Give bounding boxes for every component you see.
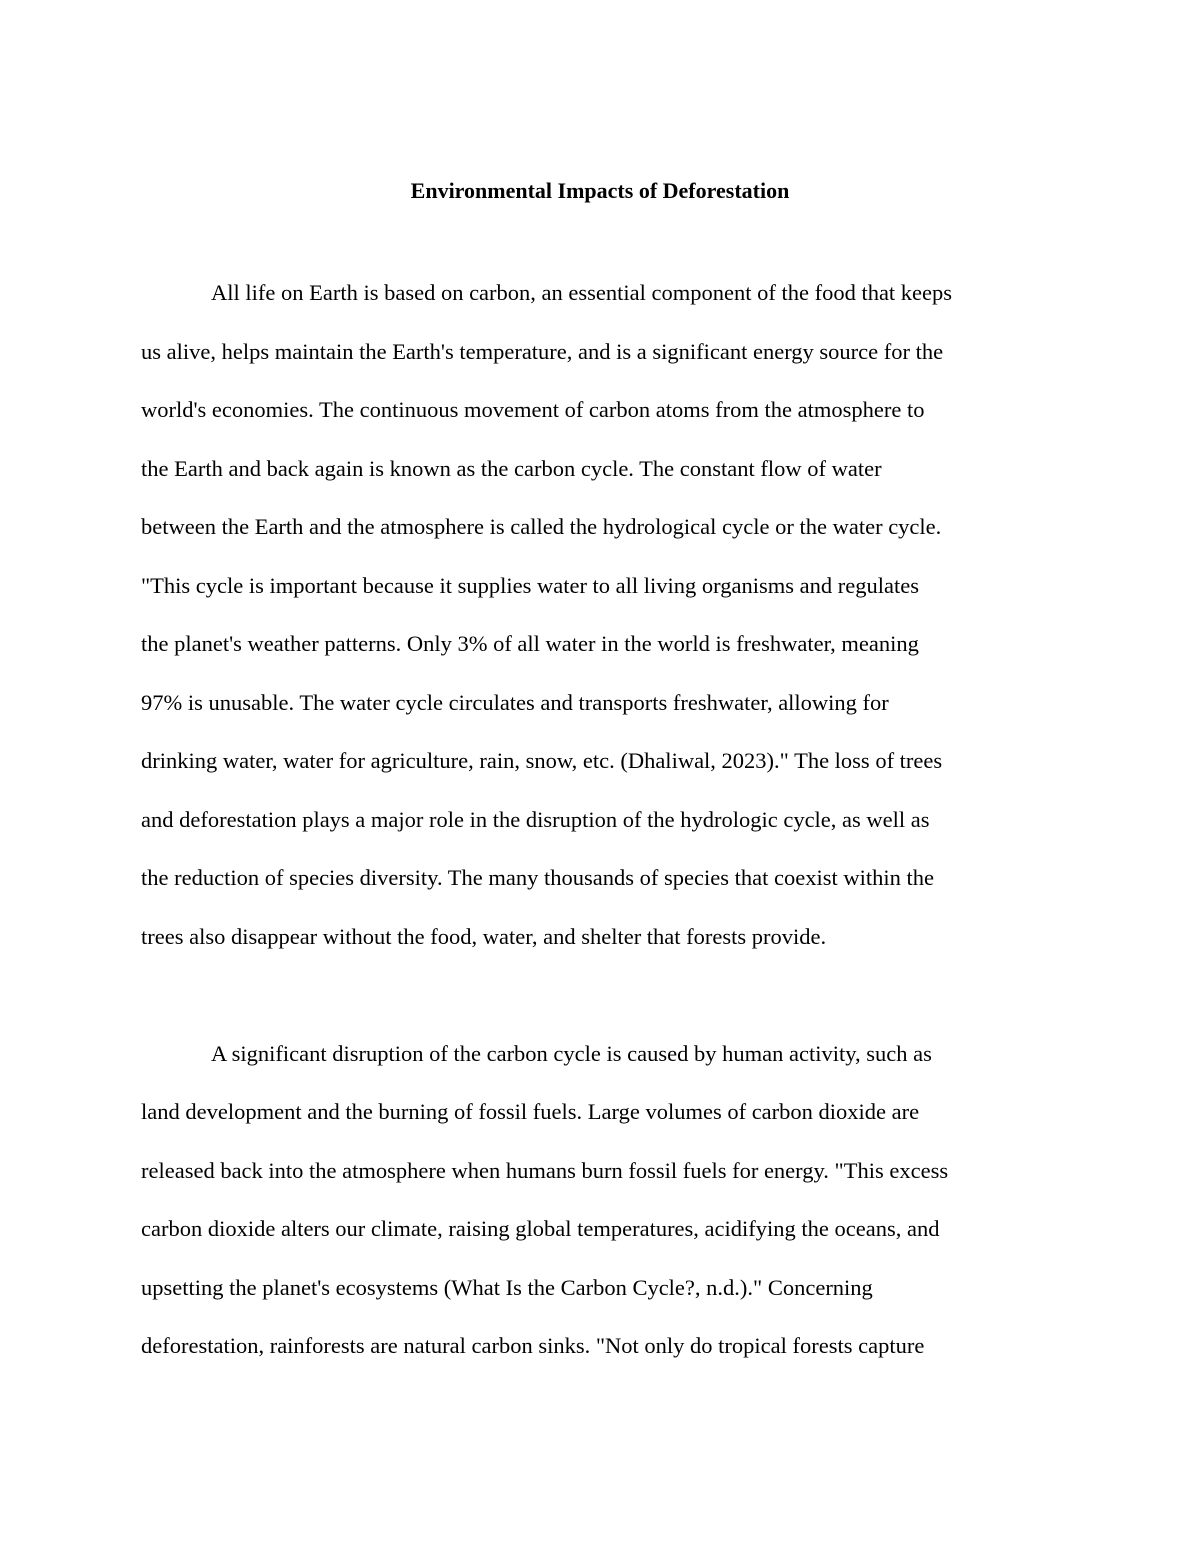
paragraph-line: deforestation, rainforests are natural carbon sinks. "Not only do tropical forests capture (141, 1333, 925, 1358)
paragraph-line: 97% is unusable. The water cycle circulates and transports freshwater, allowing for (141, 690, 889, 715)
paragraph-line: trees also disappear without the food, water, and shelter that forests provide. (141, 924, 827, 949)
paragraph-line: All life on Earth is based on carbon, an essential component of the food that keeps (211, 280, 953, 305)
paragraph-line: upsetting the planet's ecosystems (What Is the Carbon Cycle?, n.d.)." Concerning (141, 1275, 873, 1300)
paragraph-line: "This cycle is important because it supplies water to all living organisms and regulates (141, 573, 919, 598)
paragraph-line: released back into the atmosphere when humans burn fossil fuels for energy. "This excess (141, 1158, 949, 1183)
document-title: Environmental Impacts of Deforestation (410, 178, 790, 203)
paragraph-line: between the Earth and the atmosphere is called the hydrological cycle or the water cycle. (141, 514, 942, 539)
paragraph-line: us alive, helps maintain the Earth's temperature, and is a significant energy source for the (141, 339, 944, 364)
paragraph-line: the reduction of species diversity. The many thousands of species that coexist within the (141, 865, 934, 890)
paragraph-line: world's economies. The continuous movement of carbon atoms from the atmosphere to (141, 397, 925, 422)
paragraph-line: drinking water, water for agriculture, rain, snow, etc. (Dhaliwal, 2023)." The loss of trees (141, 748, 943, 773)
paragraph-line: carbon dioxide alters our climate, raising global temperatures, acidifying the oceans, and (141, 1216, 940, 1241)
paragraph-line: A significant disruption of the carbon cycle is caused by human activity, such as (211, 1041, 932, 1066)
paragraph-line: land development and the burning of fossil fuels. Large volumes of carbon dioxide are (141, 1099, 920, 1124)
paragraph-line: the planet's weather patterns. Only 3% of all water in the world is freshwater, meaning (141, 631, 919, 656)
paragraph-line: and deforestation plays a major role in the disruption of the hydrologic cycle, as well as (141, 807, 930, 832)
paragraph-line: the Earth and back again is known as the carbon cycle. The constant flow of water (141, 456, 882, 481)
